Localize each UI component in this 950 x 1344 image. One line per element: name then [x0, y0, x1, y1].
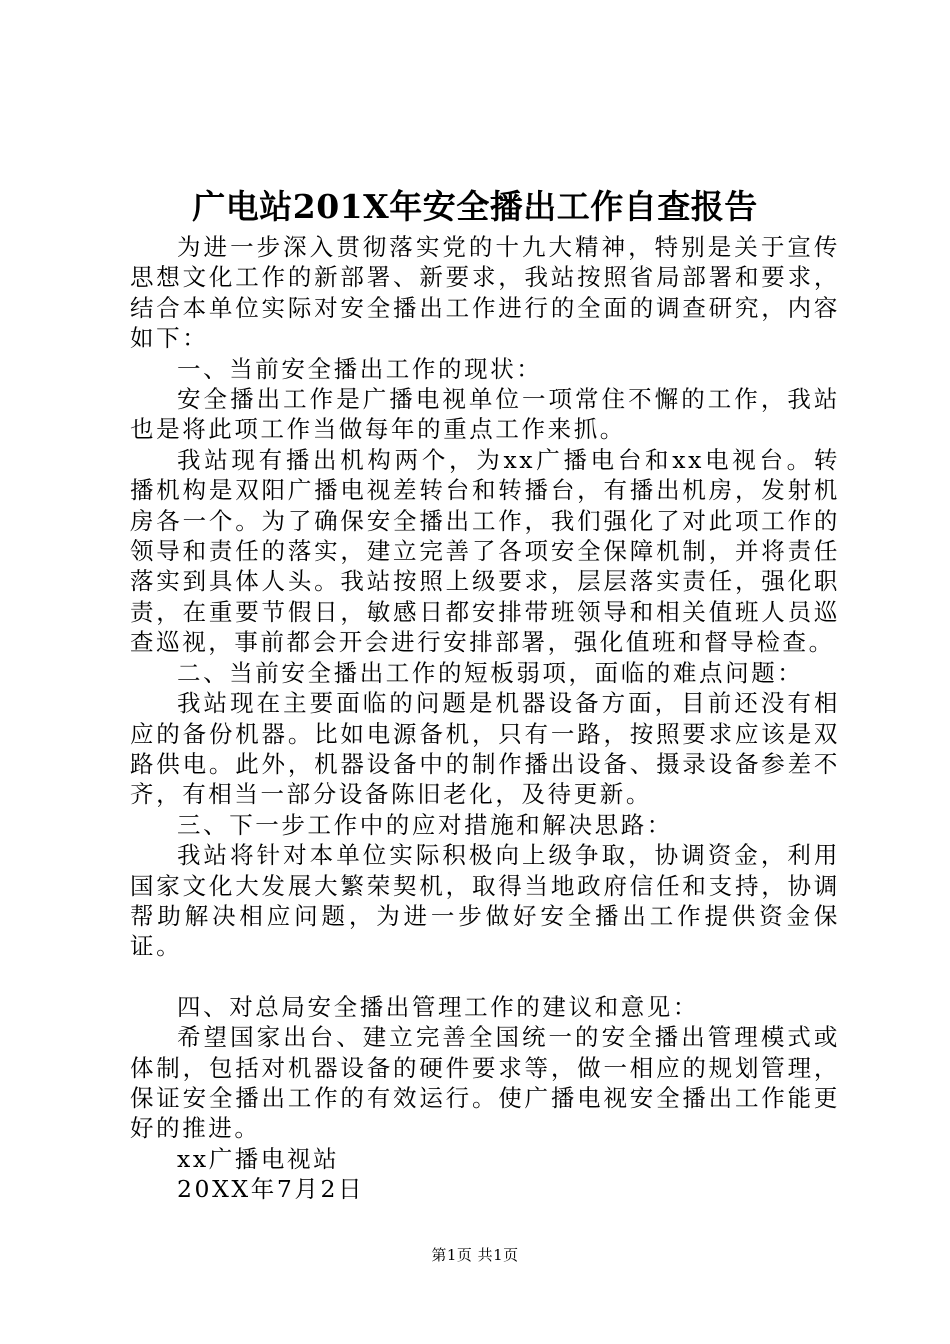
section-2-paragraph: 我站现在主要面临的问题是机器设备方面，目前还没有相应的备份机器。比如电源备机，只有一路，按照要求应该是双路供电。此外，机器设备中的制作播出设备、摄录设备参差不齐，有相当一部分设备陈旧老化，及待更新。 — [130, 689, 840, 809]
page-footer: 第1页 共1页 — [431, 1246, 519, 1264]
signature-organization: xx广播电视站 — [177, 1144, 340, 1173]
section-1-paragraph-2: 我站现有播出机构两个，为xx广播电台和xx电视台。转播机构是双阳广播电视差转台和转播台，有播出机房，发射机房各一个。为了确保安全播出工作，我们强化了对此项工作的领导和责任的落实，建立完善了各项安全保障机制，并将责任落实到具体人头。我站按照上级要求，层层落实责任，强化职责，在重要节假日，敏感日都安排带班领导和相关值班人员巡查巡视，事前都会开会进行安排部署，强化值班和督导检查。 — [130, 445, 840, 657]
document-title: 广电站201X年安全播出工作自查报告 — [192, 187, 758, 226]
section-heading-1: 一、当前安全播出工作的现状： — [177, 354, 543, 383]
paragraph-spacer — [130, 962, 840, 992]
section-heading-4: 四、对总局安全播出管理工作的建议和意见： — [177, 992, 699, 1021]
section-heading-3: 三、下一步工作中的应对措施和解决思路： — [177, 810, 673, 839]
section-heading-2: 二、当前安全播出工作的短板弱项，面临的难点问题： — [177, 658, 804, 687]
signature-date: 20XX年7月2日 — [177, 1175, 365, 1204]
section-1-paragraph-1: 安全播出工作是广播电视单位一项常住不懈的工作，我站也是将此项工作当做每年的重点工作来抓。 — [130, 385, 840, 444]
intro-paragraph: 为进一步深入贯彻落实党的十九大精神，特别是关于宣传思想文化工作的新部署、新要求，我站按照省局部署和要求，结合本单位实际对安全播出工作进行的全面的调查研究，内容如下： — [130, 233, 840, 353]
section-3-paragraph: 我站将针对本单位实际积极向上级争取，协调资金，利用国家文化大发展大繁荣契机，取得当地政府信任和支持，协调帮助解决相应问题，为进一步做好安全播出工作提供资金保证。 — [130, 841, 840, 961]
section-4-paragraph: 希望国家出台、建立完善全国统一的安全播出管理模式或体制，包括对机器设备的硬件要求等，做一相应的规划管理，保证安全播出工作的有效运行。使广播电视安全播出工作能更好的推进。 — [130, 1023, 840, 1143]
document-body — [130, 232, 840, 1205]
